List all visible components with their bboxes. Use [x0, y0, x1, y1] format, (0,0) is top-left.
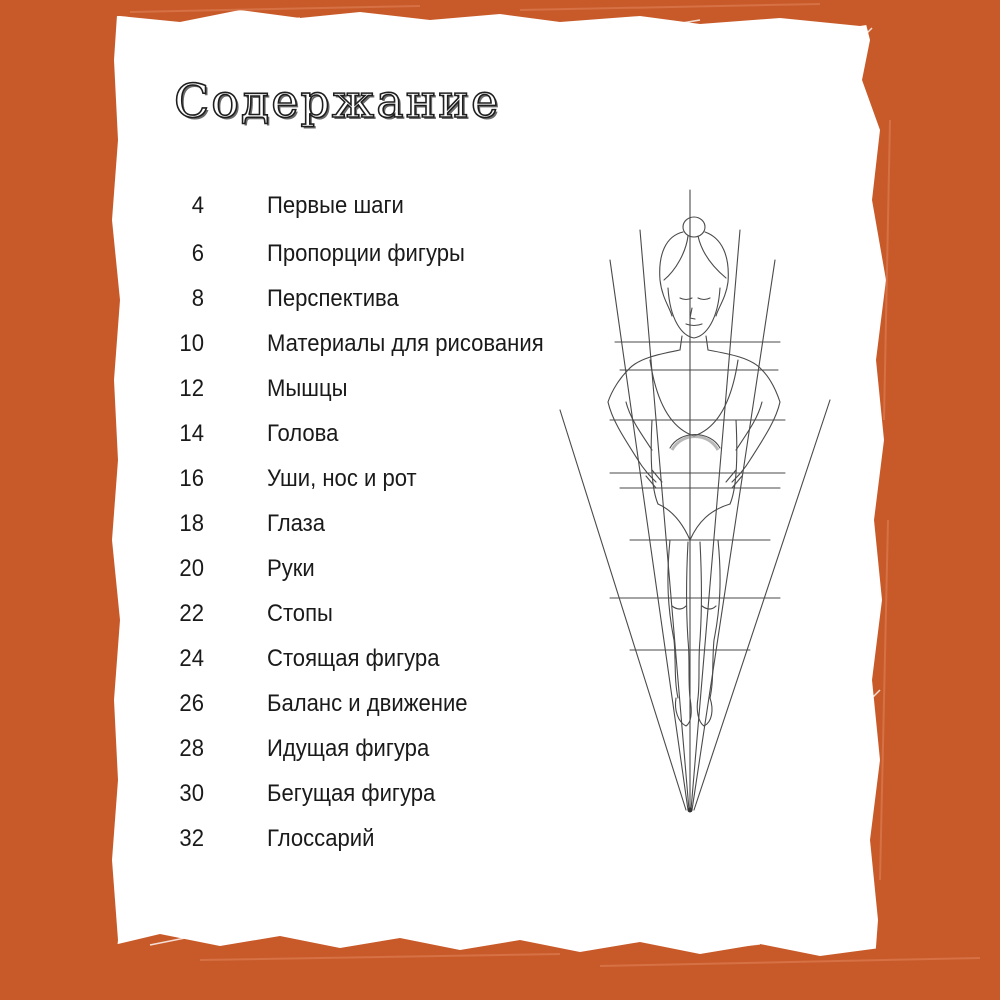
- toc-chapter-title: Глаза: [267, 510, 326, 537]
- toc-chapter-title: Голова: [267, 420, 339, 447]
- toc-chapter-title: Пропорции фигуры: [267, 240, 465, 267]
- toc-page-number: 26: [179, 690, 204, 717]
- toc-page-number: 20: [179, 555, 204, 582]
- toc-page-number: 14: [179, 420, 204, 447]
- toc-chapter-title: Руки: [267, 555, 315, 582]
- toc-chapter-title: Стоящая фигура: [267, 645, 440, 672]
- toc-chapter-title: Первые шаги: [267, 192, 404, 219]
- toc-chapter-title: Стопы: [267, 600, 333, 627]
- toc-page-number: 22: [179, 600, 204, 627]
- page-title: Содержание: [174, 74, 501, 128]
- toc-chapter-title: Баланс и движение: [267, 690, 468, 717]
- toc-page-number: 18: [179, 510, 204, 537]
- toc-chapter-title: Мышцы: [267, 375, 348, 402]
- toc-page-number: 6: [191, 240, 204, 267]
- toc-chapter-title: Бегущая фигура: [267, 780, 436, 807]
- toc-page-number: 32: [179, 825, 204, 852]
- toc-chapter-title: Идущая фигура: [267, 735, 430, 762]
- toc-chapter-title: Перспектива: [267, 285, 399, 312]
- toc-chapter-title: Материалы для рисования: [267, 330, 544, 357]
- toc-chapter-title: Глоссарий: [267, 825, 375, 852]
- toc-page-number: 12: [179, 375, 204, 402]
- toc-page-number: 4: [191, 192, 204, 219]
- toc-page-number: 24: [179, 645, 204, 672]
- toc-page-number: 8: [191, 285, 204, 312]
- figure-proportion-sketch-icon: [540, 170, 860, 870]
- toc-page-number: 30: [179, 780, 204, 807]
- toc-page-number: 10: [179, 330, 204, 357]
- toc-page-number: 16: [179, 465, 204, 492]
- toc-page-number: 28: [179, 735, 204, 762]
- toc-chapter-title: Уши, нос и рот: [267, 465, 417, 492]
